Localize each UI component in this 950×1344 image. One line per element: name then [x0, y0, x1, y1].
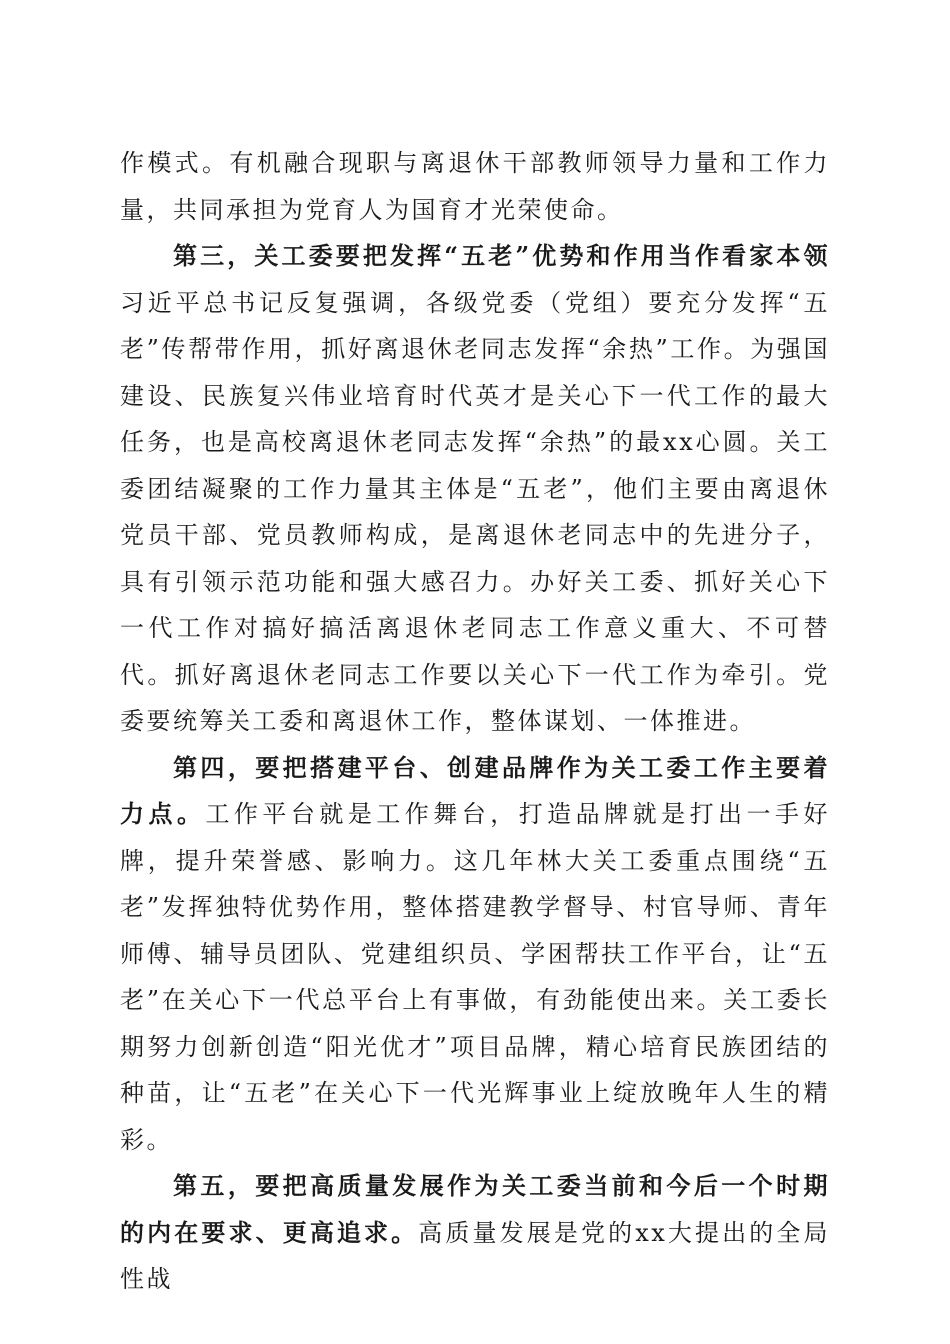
paragraph-3-text: 工作平台就是工作舞台，打造品牌就是打出一手好牌，提升荣誉感、影响力。这几年林大关工委重点围绕“五老”发挥独特优势作用，整体搭建教学督导、村官导师、青年师傅、辅导员团队、党建组织员、学困帮扶工作平台，让“五老”在关心下一代总平台上有事做，有劲能使出来。关工委长期努力创新创造“阳光优才”项目品牌，精心培育民族团结的种苗，让“五老”在关心下一代光辉事业上绽放晚年人生的精彩。	[120, 800, 830, 1154]
paragraph-4	[120, 1163, 830, 1303]
document-body	[120, 140, 830, 1303]
paragraph-1	[120, 140, 830, 233]
paragraph-4-heading: 第五，要把高质量发展作为关工委当前和今后一个时期的内在要求、更高追求。	[120, 1171, 830, 1247]
paragraph-2-heading: 第三，关工委要把发挥“五老”优势和作用当作看家本领	[173, 241, 830, 270]
paragraph-3	[120, 745, 830, 1164]
paragraph-2-text: 习近平总书记反复强调，各级党委（党组）要充分发挥“五老”传帮带作用，抓好离退休老同志发挥“余热”工作。为强国建设、民族复兴伟业培育时代英才是关心下一代工作的最大任务，也是高校离退休老同志发挥“余热”的最xx心圆。关工委团结凝聚的工作力量其主体是“五老”，他们主要由离退休党员干部、党员教师构成，是离退休老同志中的先进分子，具有引领示范功能和强大感召力。办好关工委、抓好关心下一代工作对搞好搞活离退休老同志工作意义重大、不可替代。抓好离退休老同志工作要以关心下一代工作为牵引。党委要统筹关工委和离退休工作，整体谋划、一体推进。	[120, 288, 830, 735]
paragraph-1-text: 作模式。有机融合现职与离退休干部教师领导力量和工作力量，共同承担为党育人为国育才光荣使命。	[120, 149, 830, 224]
paragraph-4-text: 高质量发展是党的xx大提出的全局性战	[120, 1218, 831, 1293]
paragraph-3-heading: 第四，要把搭建平台、创建品牌作为关工委工作主要着力点。	[120, 752, 830, 828]
paragraph-2	[120, 233, 830, 745]
